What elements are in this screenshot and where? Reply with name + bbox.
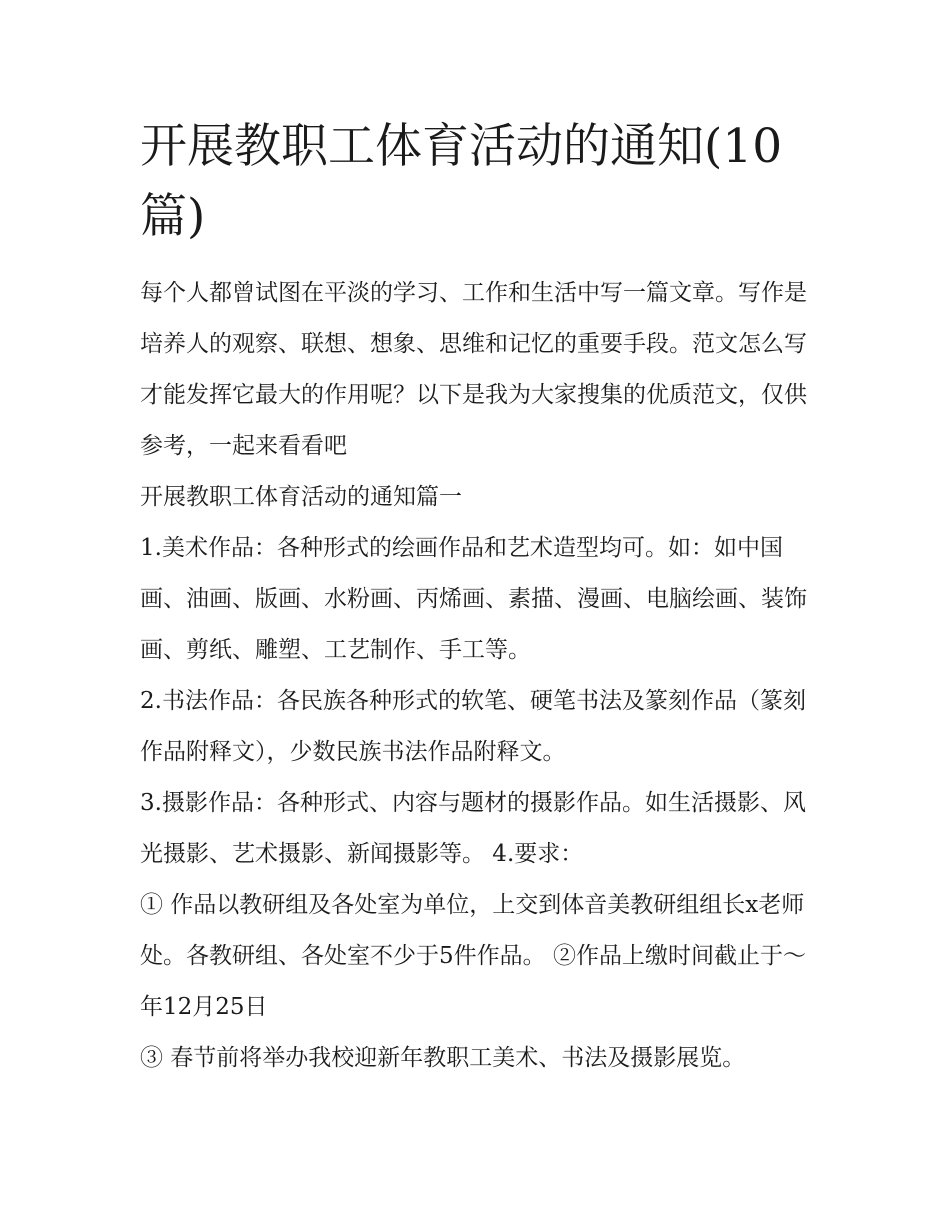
section-heading: 开展教职工体育活动的通知篇一 [140,484,462,510]
list-item-art: 1.美术作品：各种形式的绘画作品和艺术造型均可。如：如中国画、油画、版画、水粉画、丙烯画、素描、漫画、电脑绘画、装饰画、剪纸、雕塑、工艺制作、手工等。 [140,535,807,663]
requirement-3: ③ 春节前将举办我校迎新年教职工美术、书法及摄影展览。 [140,1045,746,1071]
list-item-photography: 3.摄影作品：各种形式、内容与题材的摄影作品。如生活摄影、风光摄影、艺术摄影、新闻摄影等。 4.要求： [140,790,806,867]
list-item-calligraphy: 2.书法作品：各民族各种形式的软笔、硬笔书法及篆刻作品（篆刻作品附释文），少数民族书法作品附释文。 [140,688,806,765]
document-page [140,112,820,1084]
document-title: 开展教职工体育活动的通知(10篇) [140,119,783,244]
requirement-1: ① 作品以教研组及各处室为单位，上交到体音美教研组组长x老师处。各教研组、各处室不少于5件作品。 ②作品上缴时间截止于～年12月25日 [140,892,806,1020]
intro-paragraph: 每个人都曾试图在平淡的学习、工作和生活中写一篇文章。写作是培养人的观察、联想、想象、思维和记忆的重要手段。范文怎么写才能发挥它最大的作用呢？以下是我为大家搜集的优质范文，仅供参考，一起来看看吧 [140,280,807,459]
